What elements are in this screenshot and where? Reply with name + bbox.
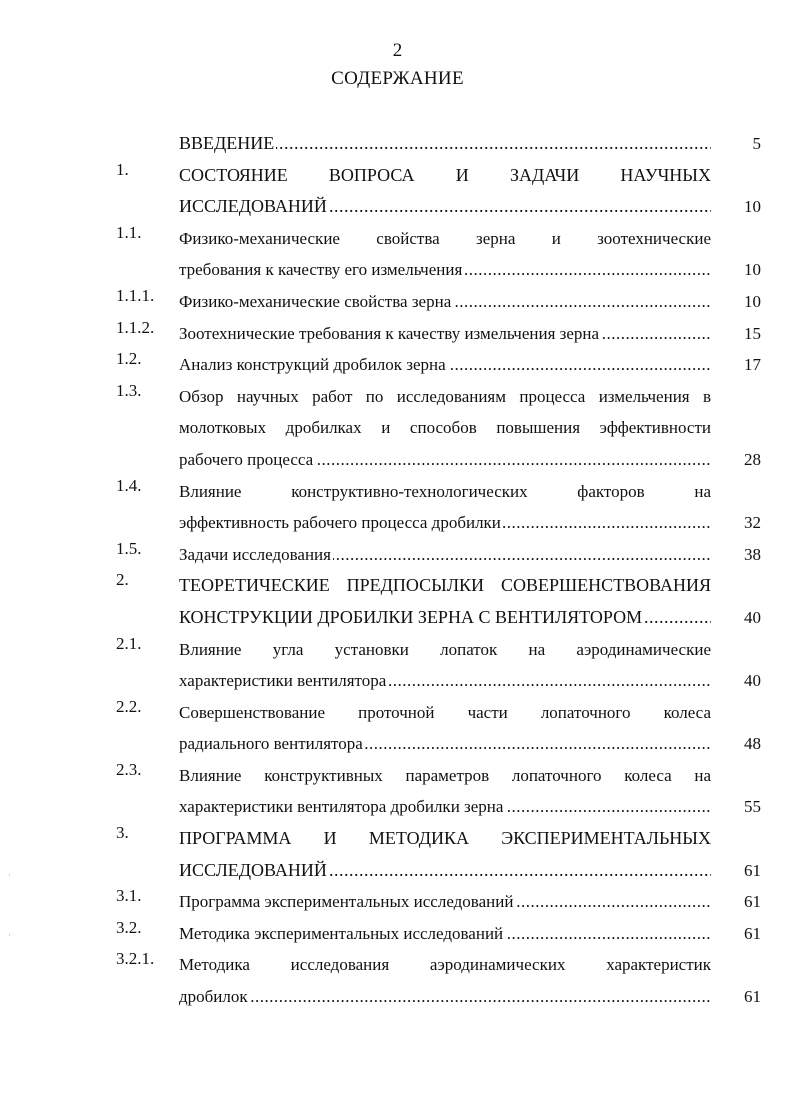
toc-entry-number: 3. [116,823,129,843]
toc-entry-number: 1. [116,159,129,179]
toc-entry-text-line: Зоотехнические требования к качеству измельчения зерна ..... [179,318,711,350]
toc-entry-page: 32 [744,513,761,533]
toc-entry-text-line: дробилок ..... [179,981,711,1013]
toc-entry-text-line: радиального вентилятора ..... [179,728,711,760]
toc-entry [0,886,795,918]
toc-entry [0,570,795,633]
toc-entry-text-line: Физико-механические свойства зерна ..... [179,286,711,318]
toc-entry-page: 10 [744,197,761,217]
toc-entry-page: 17 [744,355,761,375]
toc-entry-page: 28 [744,449,761,469]
toc-entry-text-line: молотковых дробилках и способов повышения эффективности [179,418,711,438]
toc-entry-page: 38 [744,544,761,564]
toc-entry-number: 2.1. [116,633,142,653]
toc-entry [0,476,795,539]
toc-entry-text-line: Методика исследования аэродинамических характеристик [179,955,711,975]
toc-entry-text-line: Физико-механические свойства зерна и зоотехнические [179,228,711,248]
toc-entry-text-line: ИССЛЕДОВАНИЙ ..... [179,191,711,223]
toc-entry-text-line: Совершенствование проточной части лопаточного колеса [179,702,711,722]
toc-entry [0,318,795,350]
toc-entry [0,634,795,697]
toc-entry-number: 2. [116,570,129,590]
toc-entry-text-line: ПРОГРАММА И МЕТОДИКА ЭКСПЕРИМЕНТАЛЬНЫХ [179,828,711,849]
toc-entry-text-line: ВВЕДЕНИЕ ..... [179,128,711,160]
toc-entry-page: 10 [744,291,761,311]
toc-entry-page: 61 [744,923,761,943]
toc-entry [0,697,795,760]
page-number: 2 [392,40,403,61]
scan-speck: · [8,930,11,940]
toc-entry [0,823,795,886]
toc-entry-text-line: Влияние угла установки лопаток на аэродинамические [179,639,711,659]
toc-entry-text-line: характеристики вентилятора дробилки зерна ..... [179,791,711,823]
toc-entry-text-line: Обзор научных работ по исследованиям процесса измельчения в [179,386,711,406]
toc-entry-text-line: рабочего процесса ..... [179,444,711,476]
toc-entry-number: 3.2. [116,917,142,937]
toc-entry [0,128,795,160]
toc-entry-number: 1.4. [116,475,142,495]
toc-entry-number: 1.1. [116,222,142,242]
scan-speck: · [8,870,11,880]
toc-entry-number: 1.1.1. [116,285,155,305]
toc-entry-text-line: Задачи исследования ..... [179,539,711,571]
toc-entry [0,286,795,318]
toc-entry [0,349,795,381]
toc-entry-number: 1.2. [116,349,142,369]
toc-entry [0,918,795,950]
toc-entry-number: 2.3. [116,759,142,779]
toc-entry-page: 48 [744,734,761,754]
toc-entry-number: 3.2.1. [116,949,155,969]
toc-entry-text-line: Влияние конструктивных параметров лопаточного колеса на [179,765,711,785]
toc-entry-text-line: Программа экспериментальных исследований ..... [179,886,711,918]
toc-entry-number: 1.3. [116,380,142,400]
toc-entry-page: 61 [744,860,761,880]
toc-entry-text-line: Методика экспериментальных исследований ..... [179,918,711,950]
toc-entry [0,949,795,1012]
toc-entry-number: 3.1. [116,886,142,906]
toc-entry [0,760,795,823]
table-of-contents [0,128,795,1013]
toc-entry-page: 10 [744,260,761,280]
toc-entry [0,381,795,476]
toc-entry-text-line: Влияние конструктивно-технологических факторов на [179,481,711,501]
toc-entry-page: 61 [744,892,761,912]
toc-entry-page: 40 [744,607,761,627]
toc-entry-text-line: ТЕОРЕТИЧЕСКИЕ ПРЕДПОСЫЛКИ СОВЕРШЕНСТВОВАНИЯ [179,575,711,596]
toc-entry-page: 55 [744,797,761,817]
toc-entry-text-line: характеристики вентилятора ..... [179,665,711,697]
toc-entry-page: 15 [744,323,761,343]
toc-entry-text-line: Анализ конструкций дробилок зерна ..... [179,349,711,381]
toc-entry-text-line: КОНСТРУКЦИИ ДРОБИЛКИ ЗЕРНА С ВЕНТИЛЯТОРОМ ..... [179,602,711,634]
toc-entry [0,539,795,571]
toc-entry-text-line: СОСТОЯНИЕ ВОПРОСА И ЗАДАЧИ НАУЧНЫХ [179,164,711,185]
toc-entry-text-line: ИССЛЕДОВАНИЙ ..... [179,855,711,887]
toc-entry-number: 1.5. [116,538,142,558]
toc-entry-number: 1.1.2. [116,317,155,337]
toc-entry-page: 61 [744,987,761,1007]
toc-entry-text-line: эффективность рабочего процесса дробилки ..... [179,507,711,539]
toc-entry-number: 2.2. [116,696,142,716]
toc-entry-page: 5 [752,134,761,153]
toc-entry-page: 40 [744,671,761,691]
toc-entry [0,223,795,286]
page-title: СОДЕРЖАНИЕ [331,68,464,89]
toc-entry-text-line: требования к качеству его измельчения ..... [179,254,711,286]
toc-entry [0,160,795,223]
